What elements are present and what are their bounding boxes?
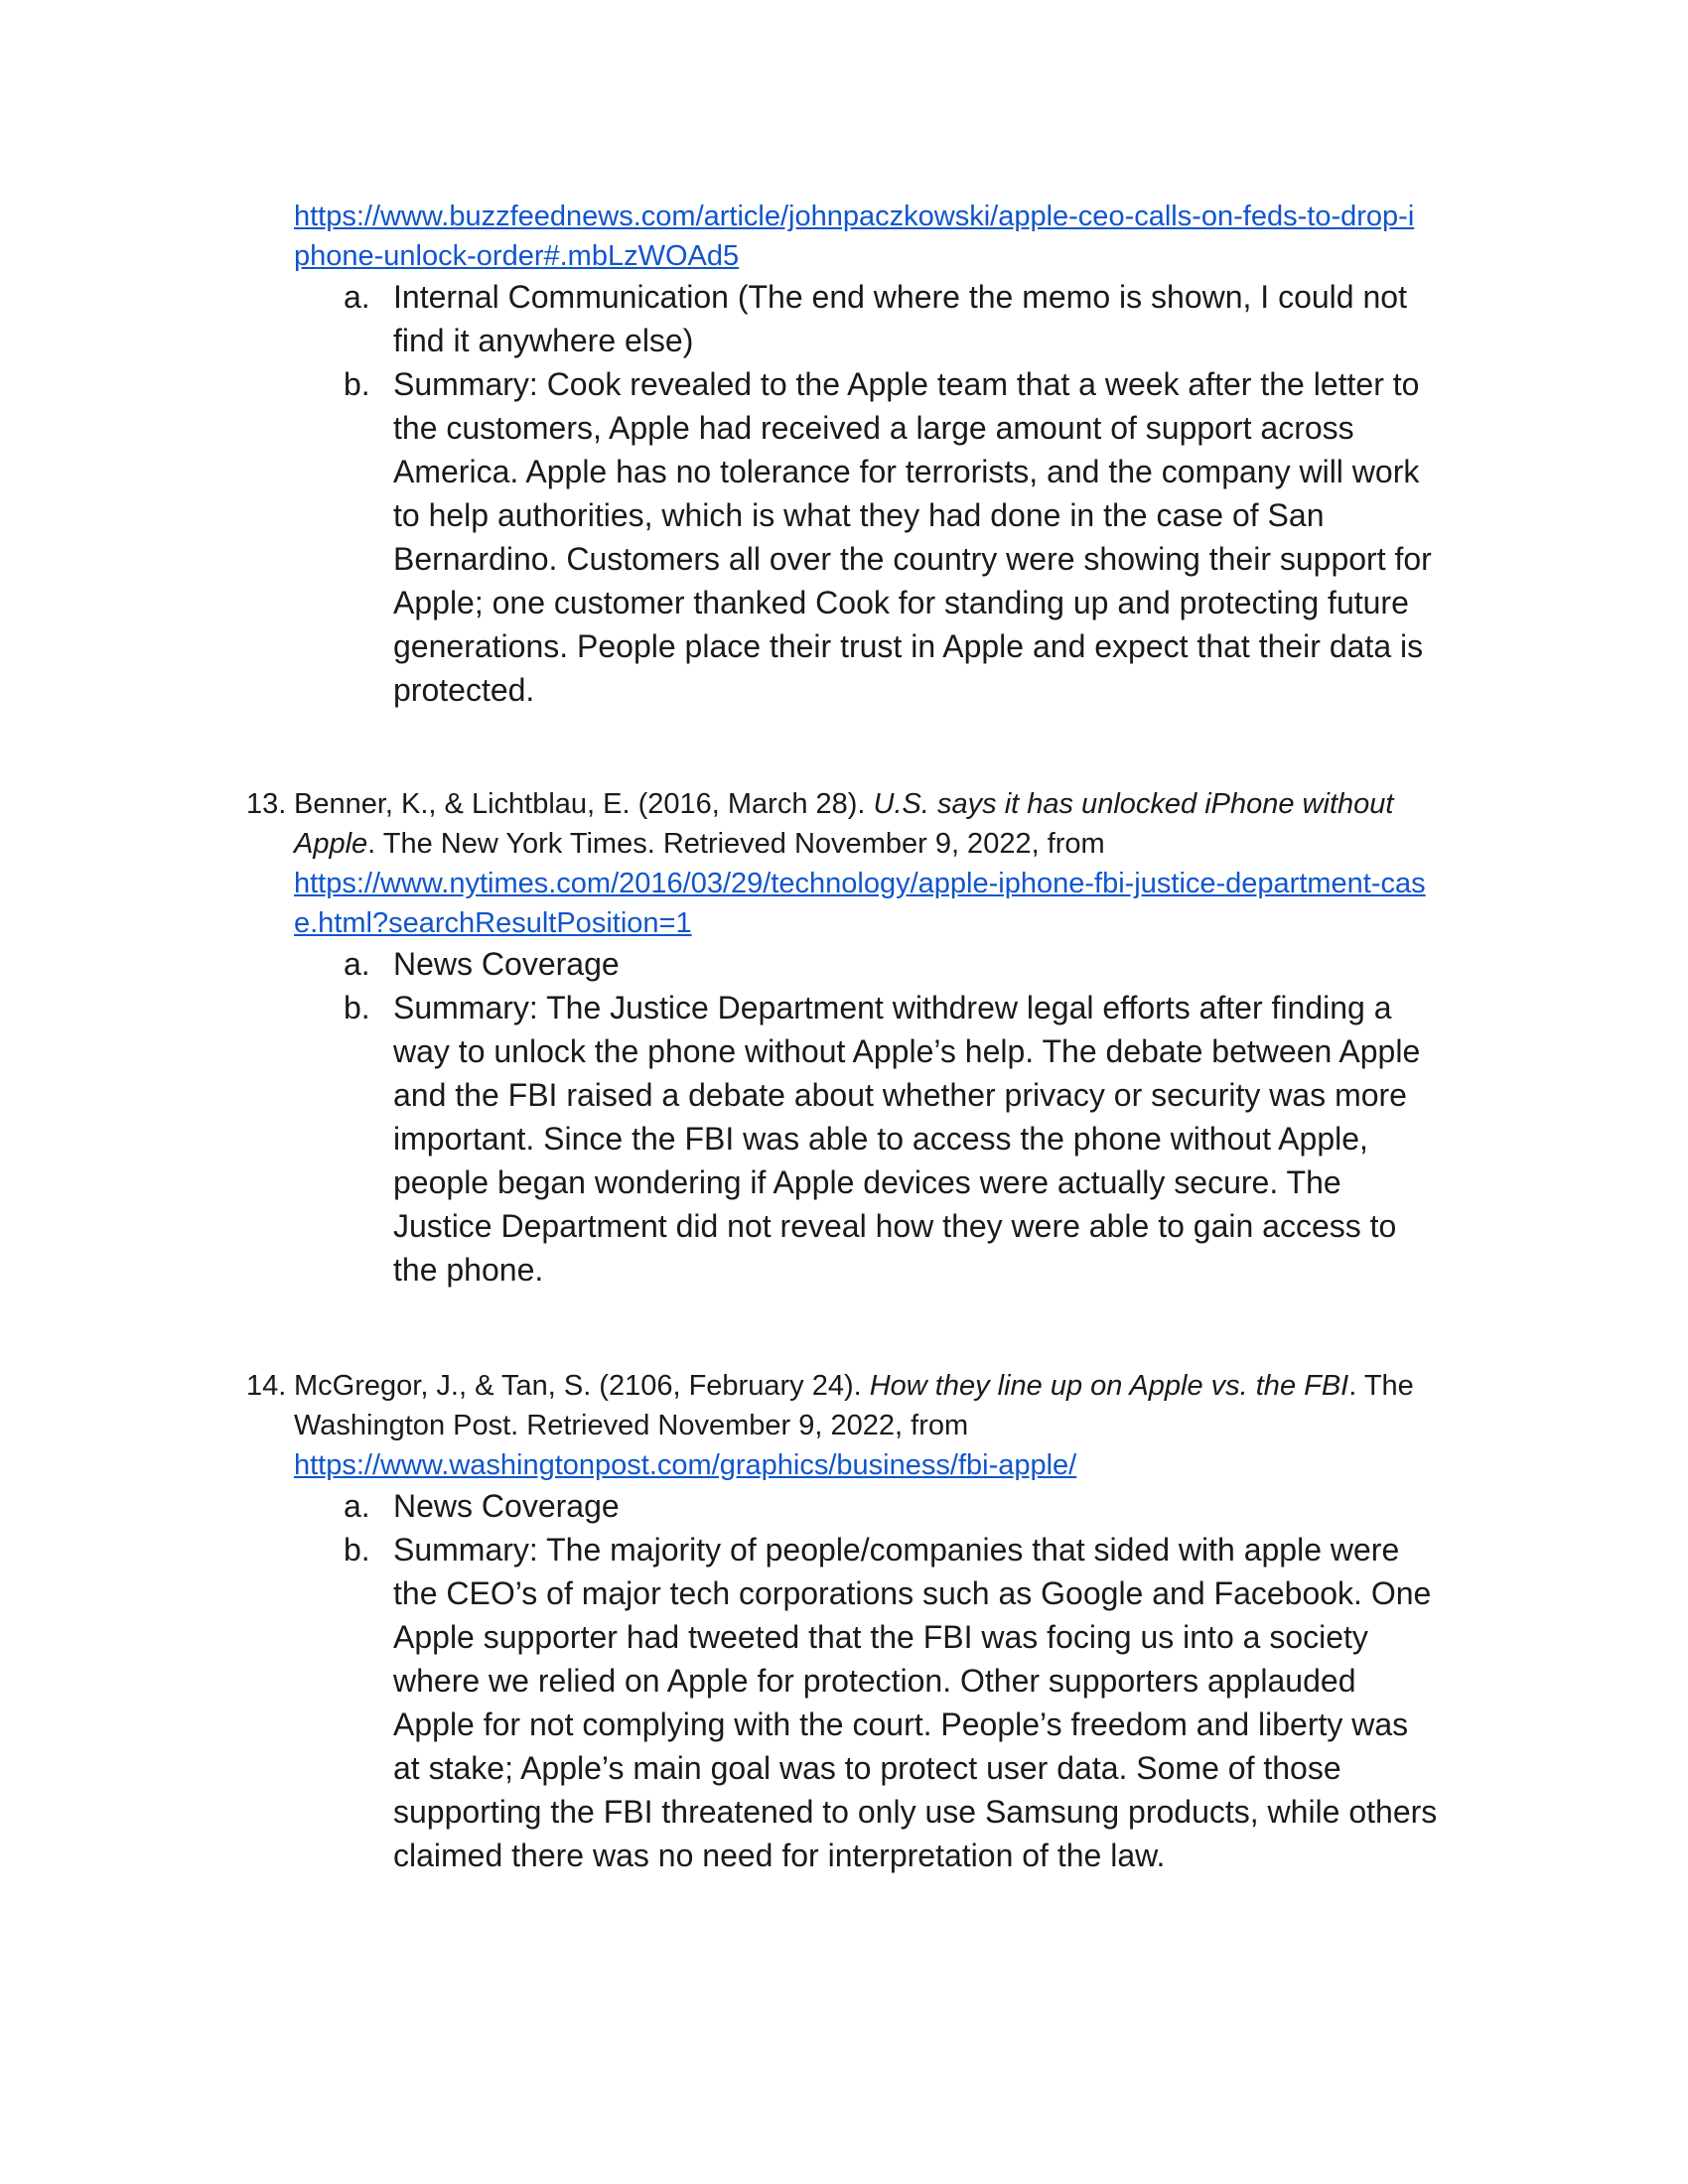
entry14-number: 14. <box>246 1370 287 1402</box>
entry13-sub-a-line-1: News Coverage <box>393 946 620 982</box>
entry14-authors-date: McGregor, J., & Tan, S. (2106, February 24). <box>294 1370 870 1402</box>
entry12-link-line-2[interactable]: phone-unlock-order#.mbLzWOAd5 <box>294 240 740 272</box>
entry13-sub-b-line-7: the phone. <box>393 1252 544 1288</box>
entry12-sub-b-line-8: protected. <box>393 672 535 708</box>
entry14-sub-b-line-5: Apple for not complying with the court. People’s freedom and liberty was <box>393 1706 1409 1742</box>
entry13-title-part-1: U.S. says it has unlocked iPhone without <box>873 788 1394 820</box>
entry12-link-line-1[interactable]: https://www.buzzfeednews.com/article/johnpaczkowski/apple-ceo-calls-on-feds-to-drop-i <box>294 201 1415 232</box>
entry14-source-part-1: . The <box>1348 1370 1414 1402</box>
entry13-sub-b-line-4: important. Since the FBI was able to access the phone without Apple, <box>393 1121 1368 1157</box>
entry13-number: 13. <box>246 788 287 820</box>
entry12-sub-b-line-3: America. Apple has no tolerance for terrorists, and the company will work <box>393 454 1420 489</box>
entry12-sub-b-line-6: Apple; one customer thanked Cook for standing up and protecting future <box>393 585 1409 620</box>
entry14-sub-b-line-6: at stake; Apple’s main goal was to protect user data. Some of those <box>393 1750 1341 1786</box>
entry12-sub-b-line-5: Bernardino. Customers all over the country were showing their support for <box>393 541 1432 577</box>
entry14-sub-b-marker: b. <box>344 1532 370 1568</box>
entry12-sub-a-marker: a. <box>344 279 370 315</box>
entry13-sub-a-marker: a. <box>344 946 370 982</box>
entry14-citation-line-2: Washington Post. Retrieved November 9, 2022, from <box>294 1410 969 1441</box>
entry13-citation-line-1 <box>294 784 1393 824</box>
entry12-sub-b-marker: b. <box>344 366 370 402</box>
entry13-sub-b-line-5: people began wondering if Apple devices were actually secure. The <box>393 1164 1341 1200</box>
entry13-sub-b-marker: b. <box>344 990 370 1025</box>
entry13-sub-b-line-6: Justice Department did not reveal how they were able to gain access to <box>393 1208 1397 1244</box>
entry14-sub-b-line-3: Apple supporter had tweeted that the FBI was focing us into a society <box>393 1619 1368 1655</box>
entry13-citation-line-2 <box>294 824 1105 864</box>
entry14-sub-a-marker: a. <box>344 1488 370 1524</box>
entry13-link-line-2[interactable]: e.html?searchResultPosition=1 <box>294 907 692 939</box>
entry12-sub-b-line-1: Summary: Cook revealed to the Apple team that a week after the letter to <box>393 366 1420 402</box>
entry14-sub-a-line-1: News Coverage <box>393 1488 620 1524</box>
entry14-sub-b-line-8: claimed there was no need for interpretation of the law. <box>393 1838 1166 1873</box>
entry14-sub-b-line-2: the CEO’s of major tech corporations such as Google and Facebook. One <box>393 1575 1432 1611</box>
entry14-citation-line-1 <box>294 1366 1414 1406</box>
entry13-title-part-2: Apple <box>294 828 368 860</box>
entry13-authors-date: Benner, K., & Lichtblau, E. (2016, March 28). <box>294 788 874 820</box>
entry12-sub-a-line-1: Internal Communication (The end where the memo is shown, I could not <box>393 279 1407 315</box>
entry13-sub-b-line-2: way to unlock the phone without Apple’s help. The debate between Apple <box>393 1033 1421 1069</box>
entry12-sub-b-line-2: the customers, Apple had received a large amount of support across <box>393 410 1354 446</box>
entry13-source: . The New York Times. Retrieved November 9, 2022, from <box>367 828 1105 860</box>
entry13-sub-b-line-1: Summary: The Justice Department withdrew legal efforts after finding a <box>393 990 1392 1025</box>
entry14-sub-b-line-7: supporting the FBI threatened to only use Samsung products, while others <box>393 1794 1438 1830</box>
entry12-sub-a-line-2: find it anywhere else) <box>393 323 694 358</box>
entry13-link-line-1[interactable]: https://www.nytimes.com/2016/03/29/technology/apple-iphone-fbi-justice-department-cas <box>294 868 1426 899</box>
entry14-link-line-1[interactable]: https://www.washingtonpost.com/graphics/business/fbi-apple/ <box>294 1449 1077 1481</box>
entry12-sub-b-line-7: generations. People place their trust in Apple and expect that their data is <box>393 628 1424 664</box>
entry14-sub-b-line-1: Summary: The majority of people/companies that sided with apple were <box>393 1532 1400 1568</box>
entry14-sub-b-line-4: where we relied on Apple for protection. Other supporters applauded <box>393 1663 1356 1699</box>
entry12-sub-b-line-4: to help authorities, which is what they had done in the case of San <box>393 497 1325 533</box>
entry13-sub-b-line-3: and the FBI raised a debate about whether privacy or security was more <box>393 1077 1407 1113</box>
entry14-title: How they line up on Apple vs. the FBI <box>869 1370 1349 1402</box>
